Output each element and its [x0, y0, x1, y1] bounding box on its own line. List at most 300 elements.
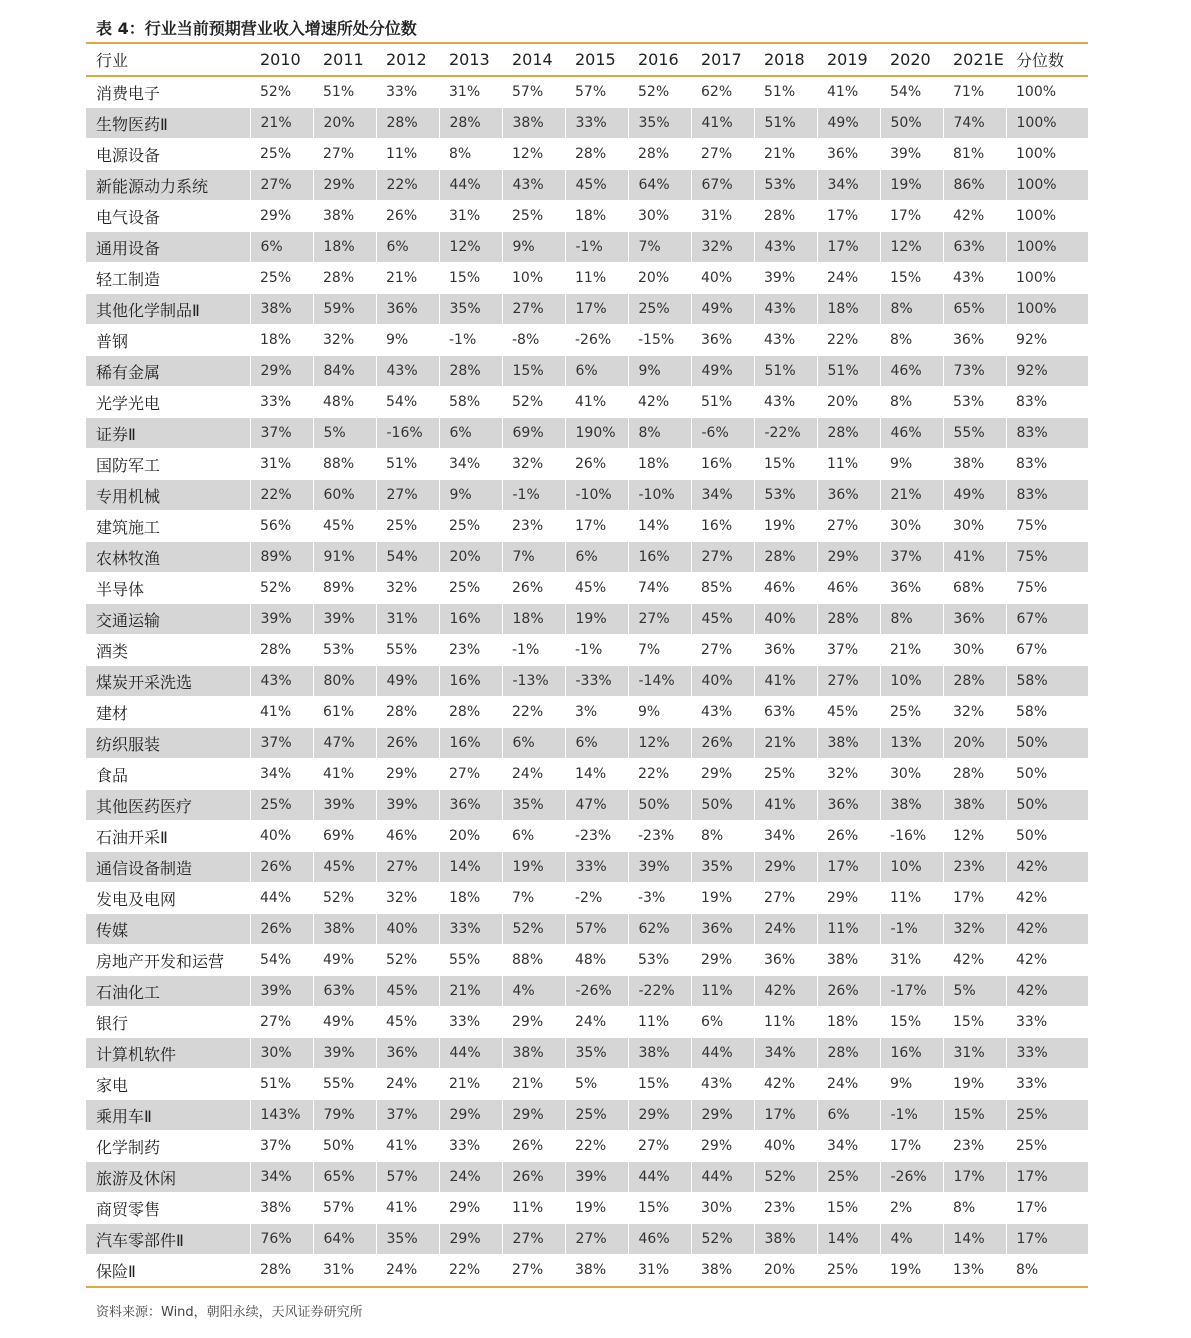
table-header	[86, 44, 1088, 76]
value-cell: 34%	[754, 1038, 817, 1069]
value-cell: 23%	[754, 1193, 817, 1224]
value-cell: 21%	[754, 139, 817, 170]
value-cell: 20%	[628, 263, 691, 294]
value-cell: 31%	[691, 201, 754, 232]
value-cell: 16%	[691, 511, 754, 542]
revenue-growth-table	[86, 44, 1088, 1286]
value-cell: 20%	[439, 821, 502, 852]
value-cell: 86%	[943, 170, 1006, 201]
value-cell: 75%	[1006, 573, 1088, 604]
value-cell: 17%	[817, 201, 880, 232]
value-cell: 27%	[565, 1224, 628, 1255]
value-cell: 45%	[313, 852, 376, 883]
table-row	[86, 511, 1088, 542]
value-cell: 50%	[1006, 728, 1088, 759]
industry-name-cell: 专用机械	[86, 480, 250, 511]
value-cell: 25%	[250, 263, 313, 294]
value-cell: 14%	[565, 759, 628, 790]
value-cell: 43%	[691, 697, 754, 728]
column-header: 行业	[86, 44, 250, 76]
value-cell: 26%	[691, 728, 754, 759]
industry-name-cell: 煤炭开采洗选	[86, 666, 250, 697]
value-cell: 32%	[691, 232, 754, 263]
industry-name-cell: 新能源动力系统	[86, 170, 250, 201]
table-row	[86, 697, 1088, 728]
value-cell: -26%	[565, 976, 628, 1007]
table-row	[86, 170, 1088, 201]
industry-name-cell: 乘用车Ⅱ	[86, 1100, 250, 1131]
value-cell: 6%	[565, 356, 628, 387]
source-note: 资料来源：Wind，朝阳永续，天风证券研究所	[96, 1305, 363, 1320]
value-cell: 14%	[817, 1224, 880, 1255]
value-cell: 100%	[1006, 170, 1088, 201]
value-cell: 28%	[376, 697, 439, 728]
value-cell: 38%	[817, 728, 880, 759]
industry-name-cell: 商贸零售	[86, 1193, 250, 1224]
value-cell: 6%	[565, 728, 628, 759]
value-cell: 8%	[1006, 1255, 1088, 1286]
value-cell: 51%	[754, 356, 817, 387]
value-cell: 64%	[313, 1224, 376, 1255]
value-cell: 25%	[817, 1162, 880, 1193]
industry-name-cell: 轻工制造	[86, 263, 250, 294]
value-cell: 6%	[502, 821, 565, 852]
value-cell: 17%	[1006, 1162, 1088, 1193]
value-cell: 24%	[754, 914, 817, 945]
value-cell: 45%	[817, 697, 880, 728]
value-cell: 56%	[250, 511, 313, 542]
value-cell: 26%	[565, 449, 628, 480]
industry-name-cell: 石油开采Ⅱ	[86, 821, 250, 852]
value-cell: 29%	[628, 1100, 691, 1131]
industry-name-cell: 旅游及休闲	[86, 1162, 250, 1193]
value-cell: 41%	[376, 1193, 439, 1224]
value-cell: 50%	[691, 790, 754, 821]
value-cell: 51%	[754, 76, 817, 108]
value-cell: 47%	[313, 728, 376, 759]
table-row	[86, 945, 1088, 976]
value-cell: 50%	[880, 108, 943, 139]
value-cell: 29%	[250, 201, 313, 232]
value-cell: 45%	[376, 1007, 439, 1038]
value-cell: -10%	[628, 480, 691, 511]
value-cell: 46%	[880, 418, 943, 449]
value-cell: 75%	[1006, 511, 1088, 542]
value-cell: 55%	[376, 635, 439, 666]
value-cell: 38%	[502, 108, 565, 139]
industry-name-cell: 化学制药	[86, 1131, 250, 1162]
value-cell: 18%	[502, 604, 565, 635]
value-cell: 26%	[817, 976, 880, 1007]
value-cell: 36%	[943, 325, 1006, 356]
value-cell: 32%	[502, 449, 565, 480]
value-cell: 52%	[502, 914, 565, 945]
value-cell: 17%	[943, 883, 1006, 914]
value-cell: 24%	[502, 759, 565, 790]
value-cell: 33%	[1006, 1007, 1088, 1038]
value-cell: 25%	[1006, 1131, 1088, 1162]
value-cell: -1%	[439, 325, 502, 356]
value-cell: 28%	[943, 759, 1006, 790]
value-cell: 32%	[943, 697, 1006, 728]
value-cell: 92%	[1006, 325, 1088, 356]
value-cell: 85%	[691, 573, 754, 604]
value-cell: 33%	[565, 852, 628, 883]
value-cell: 39%	[754, 263, 817, 294]
value-cell: 19%	[691, 883, 754, 914]
value-cell: 8%	[439, 139, 502, 170]
value-cell: -22%	[628, 976, 691, 1007]
value-cell: 45%	[313, 511, 376, 542]
value-cell: 38%	[250, 1193, 313, 1224]
value-cell: 9%	[439, 480, 502, 511]
value-cell: -13%	[502, 666, 565, 697]
value-cell: 11%	[376, 139, 439, 170]
value-cell: 100%	[1006, 139, 1088, 170]
value-cell: 52%	[313, 883, 376, 914]
table-row	[86, 883, 1088, 914]
value-cell: 21%	[502, 1069, 565, 1100]
value-cell: 42%	[1006, 945, 1088, 976]
value-cell: 20%	[439, 542, 502, 573]
value-cell: -1%	[880, 914, 943, 945]
industry-name-cell: 建材	[86, 697, 250, 728]
value-cell: 81%	[943, 139, 1006, 170]
value-cell: 5%	[565, 1069, 628, 1100]
value-cell: 22%	[565, 1131, 628, 1162]
value-cell: 35%	[565, 1038, 628, 1069]
value-cell: 29%	[817, 542, 880, 573]
table-row	[86, 387, 1088, 418]
column-header: 2013	[439, 44, 502, 76]
value-cell: 33%	[439, 914, 502, 945]
industry-name-cell: 半导体	[86, 573, 250, 604]
value-cell: 31%	[439, 76, 502, 108]
value-cell: 24%	[376, 1069, 439, 1100]
table-row	[86, 790, 1088, 821]
value-cell: 28%	[943, 666, 1006, 697]
value-cell: 80%	[313, 666, 376, 697]
table-row	[86, 1193, 1088, 1224]
value-cell: 15%	[880, 1007, 943, 1038]
value-cell: 83%	[1006, 480, 1088, 511]
value-cell: 88%	[313, 449, 376, 480]
table-row	[86, 542, 1088, 573]
value-cell: 28%	[565, 139, 628, 170]
value-cell: 100%	[1006, 232, 1088, 263]
value-cell: 33%	[1006, 1038, 1088, 1069]
value-cell: 52%	[376, 945, 439, 976]
value-cell: 33%	[250, 387, 313, 418]
value-cell: 83%	[1006, 449, 1088, 480]
value-cell: 19%	[943, 1069, 1006, 1100]
value-cell: 83%	[1006, 418, 1088, 449]
value-cell: 33%	[565, 108, 628, 139]
value-cell: 27%	[502, 1224, 565, 1255]
industry-name-cell: 证券Ⅱ	[86, 418, 250, 449]
column-header: 2015	[565, 44, 628, 76]
value-cell: 22%	[628, 759, 691, 790]
value-cell: 38%	[880, 790, 943, 821]
value-cell: 29%	[691, 945, 754, 976]
value-cell: 34%	[250, 1162, 313, 1193]
value-cell: 13%	[880, 728, 943, 759]
value-cell: 14%	[628, 511, 691, 542]
value-cell: 14%	[439, 852, 502, 883]
value-cell: 46%	[817, 573, 880, 604]
value-cell: 50%	[1006, 821, 1088, 852]
value-cell: 62%	[628, 914, 691, 945]
value-cell: 17%	[565, 511, 628, 542]
value-cell: 67%	[1006, 635, 1088, 666]
industry-name-cell: 纺织服装	[86, 728, 250, 759]
value-cell: 46%	[376, 821, 439, 852]
value-cell: 52%	[754, 1162, 817, 1193]
value-cell: 19%	[565, 1193, 628, 1224]
value-cell: 41%	[565, 387, 628, 418]
value-cell: 11%	[817, 914, 880, 945]
value-cell: 35%	[628, 108, 691, 139]
table-row	[86, 604, 1088, 635]
value-cell: 29%	[817, 883, 880, 914]
value-cell: 45%	[565, 170, 628, 201]
column-header: 2018	[754, 44, 817, 76]
value-cell: -16%	[880, 821, 943, 852]
value-cell: 49%	[313, 1007, 376, 1038]
value-cell: 27%	[439, 759, 502, 790]
value-cell: 34%	[691, 480, 754, 511]
value-cell: 21%	[880, 635, 943, 666]
table-body	[86, 76, 1088, 1286]
table-row	[86, 1224, 1088, 1255]
value-cell: 50%	[628, 790, 691, 821]
value-cell: 11%	[691, 976, 754, 1007]
value-cell: 26%	[502, 1162, 565, 1193]
value-cell: 63%	[943, 232, 1006, 263]
value-cell: 57%	[313, 1193, 376, 1224]
value-cell: 33%	[376, 76, 439, 108]
value-cell: 35%	[439, 294, 502, 325]
value-cell: 32%	[313, 325, 376, 356]
revenue-growth-table-container	[86, 42, 1088, 1288]
value-cell: 6%	[439, 418, 502, 449]
value-cell: 39%	[313, 604, 376, 635]
value-cell: 2%	[880, 1193, 943, 1224]
industry-name-cell: 通用设备	[86, 232, 250, 263]
value-cell: 16%	[691, 449, 754, 480]
value-cell: 12%	[502, 139, 565, 170]
value-cell: -1%	[565, 635, 628, 666]
value-cell: 46%	[880, 356, 943, 387]
column-header: 2012	[376, 44, 439, 76]
value-cell: 92%	[1006, 356, 1088, 387]
value-cell: 28%	[250, 635, 313, 666]
value-cell: 42%	[628, 387, 691, 418]
value-cell: 33%	[1006, 1069, 1088, 1100]
value-cell: 9%	[880, 449, 943, 480]
value-cell: 57%	[565, 914, 628, 945]
value-cell: 48%	[565, 945, 628, 976]
value-cell: 24%	[817, 1069, 880, 1100]
value-cell: 49%	[943, 480, 1006, 511]
value-cell: 27%	[250, 170, 313, 201]
table-row	[86, 139, 1088, 170]
value-cell: 37%	[880, 542, 943, 573]
value-cell: 44%	[439, 1038, 502, 1069]
industry-name-cell: 保险Ⅱ	[86, 1255, 250, 1286]
value-cell: 52%	[250, 76, 313, 108]
value-cell: 28%	[439, 356, 502, 387]
table-row	[86, 263, 1088, 294]
value-cell: 48%	[313, 387, 376, 418]
industry-name-cell: 电源设备	[86, 139, 250, 170]
value-cell: 31%	[250, 449, 313, 480]
value-cell: 24%	[439, 1162, 502, 1193]
industry-name-cell: 传媒	[86, 914, 250, 945]
value-cell: 47%	[565, 790, 628, 821]
value-cell: 25%	[250, 139, 313, 170]
value-cell: 15%	[943, 1100, 1006, 1131]
value-cell: 19%	[880, 170, 943, 201]
value-cell: 34%	[754, 821, 817, 852]
value-cell: 43%	[502, 170, 565, 201]
table-row	[86, 108, 1088, 139]
value-cell: 17%	[1006, 1224, 1088, 1255]
value-cell: 29%	[754, 852, 817, 883]
value-cell: 40%	[754, 604, 817, 635]
value-cell: 60%	[313, 480, 376, 511]
value-cell: 26%	[502, 573, 565, 604]
value-cell: 8%	[691, 821, 754, 852]
value-cell: 40%	[250, 821, 313, 852]
value-cell: 10%	[880, 666, 943, 697]
value-cell: 37%	[250, 418, 313, 449]
table-bottom-rule	[86, 1286, 1088, 1288]
value-cell: 55%	[439, 945, 502, 976]
value-cell: 75%	[1006, 542, 1088, 573]
value-cell: 43%	[754, 232, 817, 263]
value-cell: 30%	[691, 1193, 754, 1224]
value-cell: 16%	[628, 542, 691, 573]
value-cell: 32%	[376, 573, 439, 604]
value-cell: 21%	[376, 263, 439, 294]
value-cell: 54%	[250, 945, 313, 976]
value-cell: 100%	[1006, 294, 1088, 325]
value-cell: 23%	[502, 511, 565, 542]
table-row	[86, 418, 1088, 449]
value-cell: 27%	[376, 480, 439, 511]
value-cell: 51%	[250, 1069, 313, 1100]
value-cell: 16%	[880, 1038, 943, 1069]
value-cell: 38%	[313, 201, 376, 232]
value-cell: 15%	[817, 1193, 880, 1224]
value-cell: 14%	[943, 1224, 1006, 1255]
value-cell: 83%	[1006, 387, 1088, 418]
value-cell: -22%	[754, 418, 817, 449]
value-cell: 21%	[880, 480, 943, 511]
value-cell: 11%	[502, 1193, 565, 1224]
value-cell: 4%	[880, 1224, 943, 1255]
value-cell: 21%	[439, 1069, 502, 1100]
value-cell: -33%	[565, 666, 628, 697]
value-cell: 49%	[691, 294, 754, 325]
value-cell: -17%	[880, 976, 943, 1007]
column-header: 分位数	[1006, 44, 1088, 76]
value-cell: 26%	[817, 821, 880, 852]
value-cell: 32%	[817, 759, 880, 790]
value-cell: 26%	[502, 1131, 565, 1162]
value-cell: 27%	[628, 604, 691, 635]
value-cell: -1%	[880, 1100, 943, 1131]
value-cell: -2%	[565, 883, 628, 914]
value-cell: 35%	[691, 852, 754, 883]
value-cell: 24%	[376, 1255, 439, 1286]
value-cell: 8%	[880, 387, 943, 418]
value-cell: 41%	[754, 666, 817, 697]
value-cell: 64%	[628, 170, 691, 201]
value-cell: 28%	[817, 604, 880, 635]
value-cell: 30%	[943, 511, 1006, 542]
value-cell: 89%	[313, 573, 376, 604]
value-cell: 49%	[376, 666, 439, 697]
value-cell: 41%	[817, 76, 880, 108]
value-cell: 27%	[502, 1255, 565, 1286]
value-cell: 71%	[943, 76, 1006, 108]
value-cell: 58%	[1006, 697, 1088, 728]
table-row	[86, 1038, 1088, 1069]
value-cell: 4%	[502, 976, 565, 1007]
industry-name-cell: 国防军工	[86, 449, 250, 480]
value-cell: 44%	[691, 1162, 754, 1193]
value-cell: 100%	[1006, 201, 1088, 232]
table-title: 表 4：行业当前预期营业收入增速所处分位数	[96, 19, 417, 38]
industry-name-cell: 银行	[86, 1007, 250, 1038]
value-cell: 12%	[880, 232, 943, 263]
value-cell: 25%	[817, 1255, 880, 1286]
industry-name-cell: 农林牧渔	[86, 542, 250, 573]
value-cell: 45%	[565, 573, 628, 604]
value-cell: 29%	[502, 1100, 565, 1131]
value-cell: 26%	[376, 728, 439, 759]
value-cell: 8%	[880, 325, 943, 356]
value-cell: 31%	[628, 1255, 691, 1286]
value-cell: 51%	[691, 387, 754, 418]
value-cell: 51%	[817, 356, 880, 387]
value-cell: 27%	[691, 635, 754, 666]
value-cell: 46%	[628, 1224, 691, 1255]
value-cell: 7%	[628, 635, 691, 666]
value-cell: 28%	[250, 1255, 313, 1286]
value-cell: 18%	[817, 294, 880, 325]
value-cell: 143%	[250, 1100, 313, 1131]
value-cell: 36%	[754, 635, 817, 666]
industry-name-cell: 交通运输	[86, 604, 250, 635]
value-cell: 27%	[313, 139, 376, 170]
value-cell: 9%	[628, 356, 691, 387]
value-cell: 27%	[754, 883, 817, 914]
column-header: 2011	[313, 44, 376, 76]
value-cell: 30%	[880, 759, 943, 790]
value-cell: 5%	[943, 976, 1006, 1007]
value-cell: 15%	[628, 1193, 691, 1224]
table-row	[86, 821, 1088, 852]
value-cell: 21%	[250, 108, 313, 139]
value-cell: 42%	[754, 976, 817, 1007]
value-cell: 52%	[628, 76, 691, 108]
value-cell: 6%	[817, 1100, 880, 1131]
industry-name-cell: 生物医药Ⅱ	[86, 108, 250, 139]
value-cell: 30%	[628, 201, 691, 232]
